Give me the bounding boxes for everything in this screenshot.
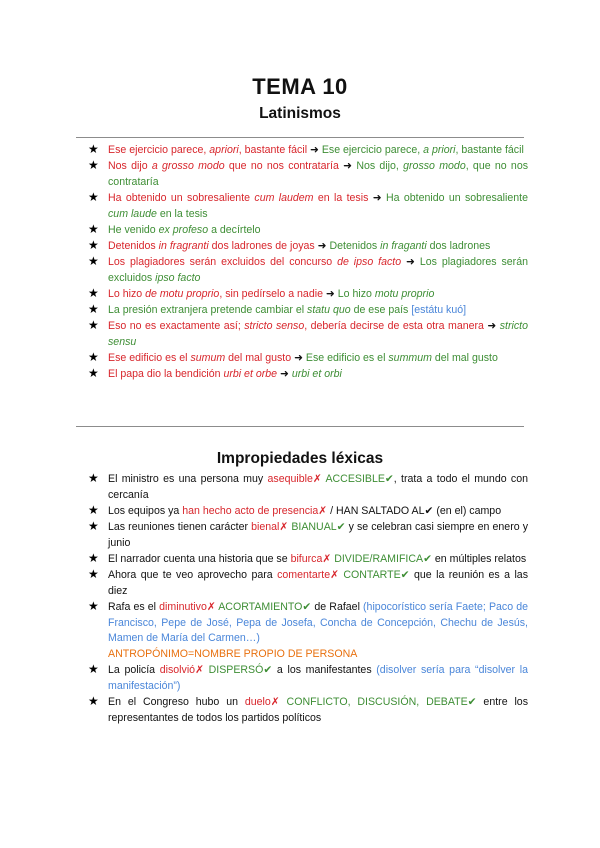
text-segment: Ahora que te veo aprovecho para [108,568,278,581]
text-segment: en la tesis [156,207,208,220]
text-segment: En el Congreso hubo un [108,696,245,709]
text-segment: Lo hizo [108,287,146,300]
divider-top [76,137,524,138]
text-segment: grosso modo [403,160,466,173]
star-bullet-icon: ★ [88,566,99,581]
text-segment: ➜ [280,368,292,381]
text-segment: ➜ [310,144,322,156]
star-bullet-icon: ★ [88,662,99,677]
text-segment: , bastante fácil [455,144,524,156]
list-item [88,663,528,695]
star-bullet-icon: ★ [88,518,99,533]
text-segment: a decírtelo [208,223,261,236]
list-item [88,239,528,255]
text-segment: [estátu kuó] [411,304,467,317]
impropiedades-list [88,472,528,727]
latinismos-list [88,143,528,383]
text-segment: Los plagiadores serán excluidos [108,256,528,284]
text-segment: CONTARTE✔ [338,568,410,581]
text-segment: stricto senso [244,320,305,333]
text-segment: de Rafael [311,600,364,613]
star-bullet-icon: ★ [88,302,99,317]
star-bullet-icon: ★ [88,350,99,365]
text-segment: urbi et orbi [291,368,342,381]
star-bullet-icon: ★ [88,471,99,485]
text-segment: La presión extranjera pretende cambiar el [108,304,308,317]
text-segment: , trata a todo el mundo con cercanía [108,473,528,501]
text-segment: Nos dijo, [356,160,404,173]
text-segment: ACORTAMIENTO✔ [215,600,312,613]
text-segment: DISPERSÓ✔ [203,664,273,677]
list-item [88,600,528,663]
text-segment: Nos dijo [108,160,152,173]
text-segment: Ha obtenido un sobresaliente [385,191,528,204]
text-segment: , sin pedírselo a nadie [219,287,326,300]
text-segment: in fraganti [380,239,427,252]
text-segment: La policía [108,664,160,677]
section-title-impropiedades: Impropiedades léxicas [216,450,384,467]
star-bullet-icon: ★ [88,189,99,204]
text-segment: (hipocorístico sería Faete; Paco de Francisco, Pepe de José, Pepa de Josefa, Concha de Concepción, Chechu de Jesús, Mamen de María del Carmen…) [108,600,528,645]
text-segment: entre los representantes de todos los partidos políticos [108,696,529,725]
text-segment: ➜ [294,352,306,365]
text-segment: CONFLICTO, DISCUSIÓN, DEBATE✔ [279,696,477,709]
text-segment: Ese edificio es el [305,352,389,365]
text-segment: que la reunión es a las diez [108,568,528,597]
list-item-note: ANTROPÓNIMO=NOMBRE PROPIO DE PERSONA [108,648,358,661]
text-segment: a priori [423,144,456,156]
text-segment: ipso facto [155,271,201,284]
list-item [88,351,528,367]
text-segment: ACCESIBLE✔ [321,473,394,485]
text-segment: bienal✗ [251,520,289,533]
text-segment: in fragranti [158,239,209,252]
text-segment: ➜ [406,256,420,269]
text-segment: ex profeso [158,223,209,236]
list-item [88,695,528,727]
text-segment: sumum [190,352,226,365]
star-bullet-icon: ★ [88,237,99,252]
text-segment: del mal gusto [431,352,498,365]
text-segment: diminutivo✗ [159,600,216,613]
list-item [88,367,528,383]
text-segment: Eso no es exactamente así; [108,320,245,333]
text-segment: ➜ [487,320,500,333]
text-segment: de ese país [350,304,412,317]
text-segment: , debería decirse de esta otra manera [304,320,488,333]
text-segment: El ministro es una persona muy [108,473,268,485]
star-bullet-icon: ★ [88,366,99,381]
text-segment: apriori [209,144,239,156]
text-segment: en múltiples relatos [431,552,527,565]
list-item [88,191,528,223]
text-segment: a los manifestantes [272,664,377,677]
text-segment: dos ladrones [426,239,491,252]
text-segment: stricto sensu [108,320,529,348]
text-segment: DIVIDE/RAMIFICA✔ [331,552,432,565]
text-segment: Los equipos ya [108,504,183,517]
list-item [88,287,528,303]
text-segment: urbi et orbe [223,368,278,381]
text-segment: asequible✗ [267,473,322,485]
star-bullet-icon: ★ [88,285,99,300]
list-item [88,319,528,351]
text-segment: cum laudem [254,191,314,204]
list-item [88,520,528,552]
star-bullet-icon: ★ [88,318,99,333]
text-segment: de ipso facto [337,256,402,269]
text-segment: Ese ejercicio parece, [321,144,424,156]
list-item [88,303,528,319]
text-segment: / HAN SALTADO AL✔ [327,504,434,517]
text-segment: Detenidos [329,239,381,252]
list-item [88,223,528,239]
text-segment: summum [388,352,432,365]
list-item [88,504,528,520]
text-segment: Las reuniones tienen carácter [108,520,252,533]
list-item [88,568,528,600]
text-segment: Los plagiadores serán excluidos del concurso [108,256,338,269]
list-item [88,255,528,287]
text-segment: han hecho acto de presencia✗ [182,504,328,517]
star-bullet-icon: ★ [88,550,99,565]
text-segment: bifurca✗ [290,552,332,565]
text-segment: Rafa es el [108,600,160,613]
divider-middle [76,426,524,427]
text-segment: disolvió✗ [159,664,204,677]
text-segment: Lo hizo [337,287,375,300]
list-item [88,552,528,568]
text-segment: a grosso modo [151,160,225,173]
page-title: TEMA 10 [252,74,348,99]
text-segment: BIANUAL✔ [288,520,346,533]
list-item [88,143,528,159]
star-bullet-icon: ★ [88,694,99,709]
text-segment: Ha obtenido un sobresaliente [108,191,255,204]
text-segment: motu proprio [374,287,435,300]
section-title-latinismos: Latinismos [259,105,341,122]
text-segment: en la tesis [313,191,373,204]
text-segment: , bastante fácil [238,144,310,156]
list-item [88,472,528,504]
star-bullet-icon: ★ [88,598,99,613]
text-segment: Ese ejercicio parece, [108,144,210,156]
text-segment: Ese edificio es el [108,352,191,365]
text-segment: del mal gusto [225,352,295,365]
text-segment: ➜ [325,287,338,300]
text-segment: cum laude [108,207,157,220]
star-bullet-icon: ★ [88,254,99,269]
list-item [88,159,528,191]
star-bullet-icon: ★ [88,142,99,156]
star-bullet-icon: ★ [88,221,99,236]
text-segment: El papa dio la bendición [108,368,224,381]
text-segment: , que no nos contrataría [108,160,529,188]
star-bullet-icon: ★ [88,158,99,173]
text-segment: ➜ [372,191,386,204]
text-segment: El narrador cuenta una historia que se [108,552,291,565]
text-segment: que no nos contrataría [224,160,344,173]
text-segment: de motu proprio [145,287,220,300]
text-segment: He venido [108,223,159,236]
text-segment: (disolver sería para “disolver la manifestación”) [108,664,528,693]
star-bullet-icon: ★ [88,502,99,517]
text-segment: ➜ [317,239,330,252]
text-segment: Detenidos [108,239,159,252]
text-segment: dos ladrones de joyas [208,239,318,252]
text-segment: (en el) campo [433,504,502,517]
text-segment: y se celebran casi siempre en enero y junio [108,520,528,549]
text-segment: ➜ [343,160,357,173]
text-segment: duelo✗ [244,696,280,709]
text-segment: comentarte✗ [277,568,339,581]
text-segment: statu quo [307,304,351,317]
